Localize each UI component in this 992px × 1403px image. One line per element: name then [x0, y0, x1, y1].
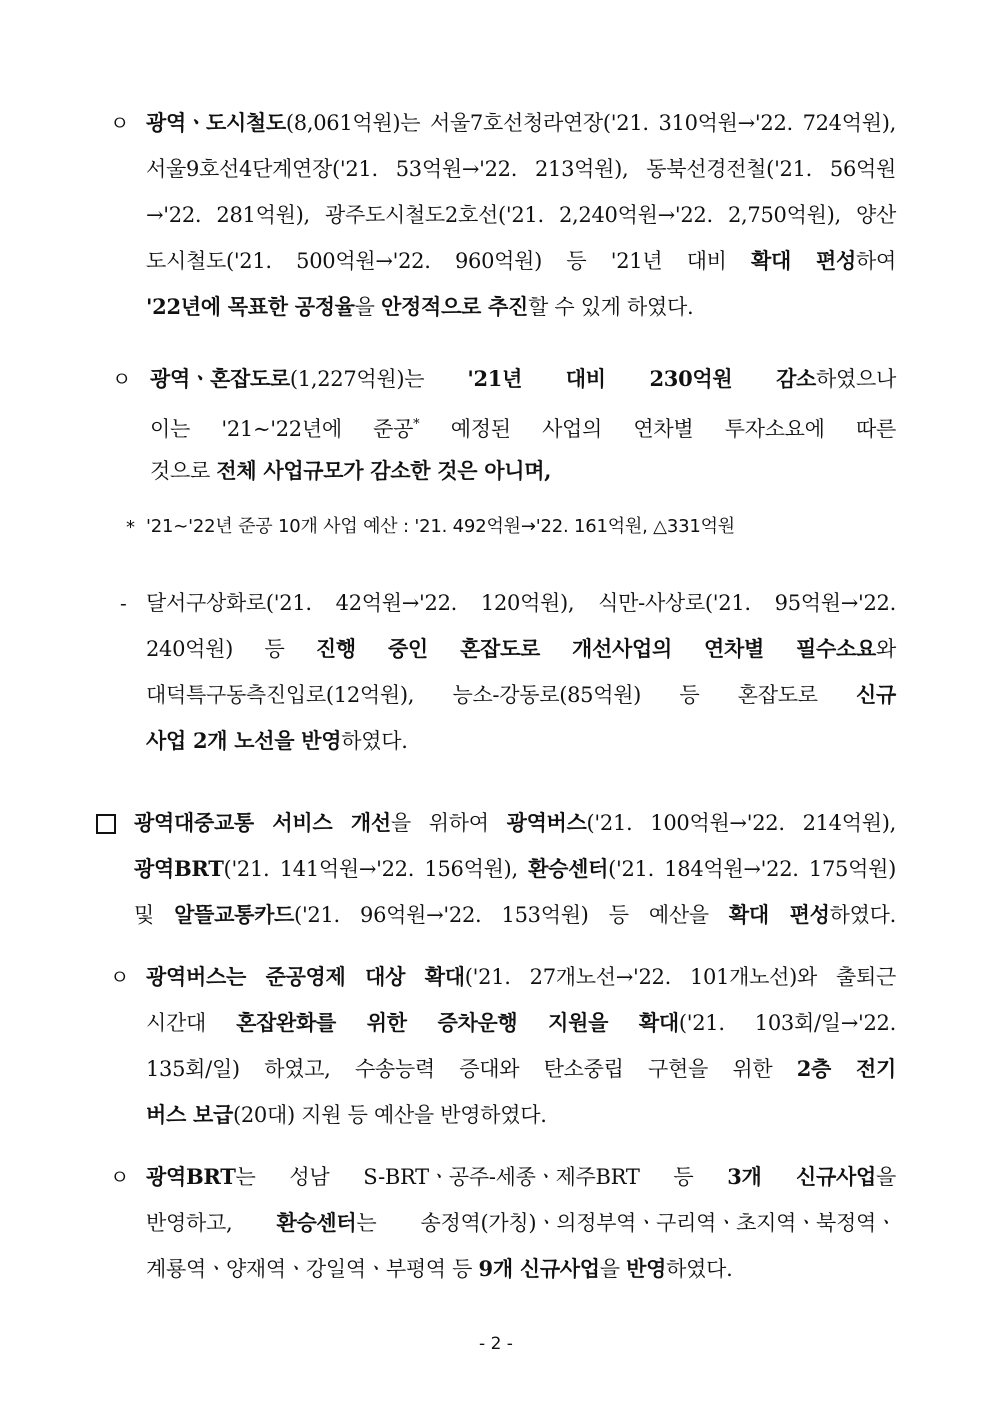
footnote-marker: * — [126, 517, 135, 538]
bold-text: 확대 편성 — [751, 248, 856, 273]
text-run: ('21. 184억원→'22. 175억원) — [608, 857, 896, 881]
bold-text: 광역대중교통 서비스 개선 — [134, 810, 391, 835]
text-run: 하여 — [856, 249, 896, 273]
bold-text: 광역BRT — [134, 856, 224, 881]
text-run: 것으로 — [150, 459, 217, 483]
bold-text: 확대 편성 — [728, 902, 830, 927]
page-number: - 2 - — [479, 1334, 513, 1354]
text-line — [146, 954, 896, 1000]
text-line — [150, 356, 896, 402]
text-run: 는 송정역(가칭)ㆍ의정부역ㆍ구리역ㆍ초지역ㆍ북정역ㆍ — [356, 1211, 896, 1235]
bold-text: '22년에 목표한 공정율 — [146, 294, 355, 319]
text-line — [146, 580, 896, 626]
circle-bullet: ㅇ — [112, 367, 132, 391]
text-run: 계룡역ㆍ양재역ㆍ강일역ㆍ부평역 등 — [146, 1257, 479, 1281]
text-line — [150, 402, 896, 448]
bold-text: 버스 보급 — [146, 1102, 233, 1127]
text-line — [146, 1200, 896, 1246]
text-run: 예정된 사업의 연차별 투자소요에 따른 — [419, 417, 896, 441]
text-run: 달서구상화로('21. 42억원→'22. 120억원), 식만-사상로('21. 95억원→'22. — [146, 591, 896, 615]
bold-text: '21년 대비 230억원 감소 — [467, 366, 817, 391]
paragraph-brt-transfer — [146, 1154, 896, 1292]
text-line — [146, 146, 896, 192]
text-line — [146, 718, 896, 764]
circle-bullet: ㅇ — [110, 1165, 130, 1189]
circle-bullet: ㅇ — [110, 965, 130, 989]
text-line — [146, 1000, 896, 1046]
bold-text: 안정적으로 추진 — [381, 294, 528, 319]
text-run: 및 — [134, 903, 175, 927]
bold-text: 2층 전기 — [796, 1056, 897, 1081]
text-run: ('21. 100억원→'22. 214억원), — [586, 811, 896, 835]
text-line — [134, 892, 896, 938]
text-line — [146, 192, 896, 238]
bold-text: 광역버스는 준공영제 대상 확대 — [146, 964, 465, 989]
text-run: 이는 '21∼'22년에 준공 — [150, 417, 414, 441]
paragraph-congested-roads — [150, 356, 896, 494]
text-run: 서울9호선4단계연장('21. 53억원→'22. 213억원), 동북선경전철('21. 56억원 — [146, 157, 896, 181]
text-line — [146, 1092, 896, 1138]
text-line — [134, 800, 896, 846]
bold-text: 광역버스 — [506, 810, 587, 835]
bold-text: 진행 중인 혼잡도로 개선사업의 연차별 필수소요 — [315, 636, 876, 661]
text-run: →'22. 281억원), 광주도시철도2호선('21. 2,240억원→'22. 2,750억원), 양산 — [146, 203, 896, 227]
text-run: ('21. 96억원→'22. 153억원) 등 예산을 — [294, 903, 729, 927]
circle-bullet: ㅇ — [110, 111, 130, 135]
text-run: 반영하고, — [146, 1211, 277, 1235]
paragraph-metro-transit — [134, 800, 896, 938]
bold-text: 3개 신규사업 — [727, 1164, 876, 1189]
bold-text: 전체 사업규모가 감소한 것은 아니며, — [216, 458, 552, 483]
bold-text: 환승센터 — [528, 856, 609, 881]
checkbox-square-icon — [96, 814, 116, 834]
text-run: 시간대 — [146, 1011, 237, 1035]
bold-text: 신규 — [856, 682, 896, 707]
text-run: 는 성남 S-BRTㆍ공주-세종ㆍ제주BRT 등 — [235, 1165, 728, 1189]
text-run: (8,061억원)는 서울7호선청라연장('21. 310억원→'22. 724억원), — [285, 111, 896, 135]
text-line — [146, 672, 896, 718]
dash-bullet: - — [120, 591, 127, 615]
text-run: ('21. 103회/일→'22. — [678, 1011, 896, 1035]
bold-text: 사업 2개 노선을 반영 — [146, 728, 342, 753]
text-run: 240억원) 등 — [146, 637, 316, 661]
text-run: 와 — [875, 637, 896, 661]
text-run: 하였다. — [829, 903, 896, 927]
text-line — [146, 100, 896, 146]
paragraph-metro-railway — [146, 100, 896, 330]
footnote-text: '21∼'22년 준공 10개 사업 예산 : '21. 492억원→'22. 161억원, △331억원 — [146, 516, 735, 537]
bold-text: 혼잡완화를 위한 증차운행 지원을 확대 — [236, 1010, 679, 1035]
text-line — [146, 1246, 896, 1292]
text-run: 대덕특구동측진입로(12억원), 능소-강동로(85억원) 등 혼잡도로 — [146, 683, 857, 707]
text-line — [146, 1154, 896, 1200]
paragraph-road-projects — [146, 580, 896, 764]
bold-text: 9개 신규사업 — [478, 1256, 600, 1281]
bold-text: 알뜰교통카드 — [174, 902, 295, 927]
paragraph-metro-bus — [146, 954, 896, 1138]
text-line — [150, 448, 896, 494]
bold-text: 광역ㆍ혼잡도로 — [150, 366, 290, 391]
text-run: 하였다. — [666, 1257, 733, 1281]
text-run: 을 — [354, 295, 382, 319]
text-run: ('21. 141억원→'22. 156억원), — [223, 857, 529, 881]
text-line — [146, 626, 896, 672]
bold-text: 반영 — [626, 1256, 667, 1281]
text-line — [134, 846, 896, 892]
text-line — [146, 284, 896, 330]
text-run: * — [413, 417, 420, 432]
bold-text: 광역BRT — [146, 1164, 236, 1189]
text-run: 하였다. — [341, 729, 408, 753]
text-run: 도시철도('21. 500억원→'22. 960억원) 등 '21년 대비 — [146, 249, 752, 273]
text-run: 할 수 있게 하였다. — [527, 295, 694, 319]
text-run: (20대) 지원 등 예산을 반영하였다. — [232, 1103, 547, 1127]
text-line — [146, 1046, 896, 1092]
text-run: ('21. 27개노선→'22. 101개노선)와 출퇴근 — [464, 965, 896, 989]
bold-text: 광역ㆍ도시철도 — [146, 110, 286, 135]
text-run: 을 — [599, 1257, 627, 1281]
text-run: 을 위하여 — [390, 811, 507, 835]
text-run: 을 — [876, 1165, 896, 1189]
text-run: 135회/일) 하였고, 수송능력 증대와 탄소중립 구현을 위한 — [146, 1057, 797, 1081]
text-run: 하였으나 — [816, 367, 896, 391]
text-run: (1,227억원)는 — [289, 367, 468, 391]
bold-text: 환승센터 — [276, 1210, 357, 1235]
text-line — [146, 238, 896, 284]
